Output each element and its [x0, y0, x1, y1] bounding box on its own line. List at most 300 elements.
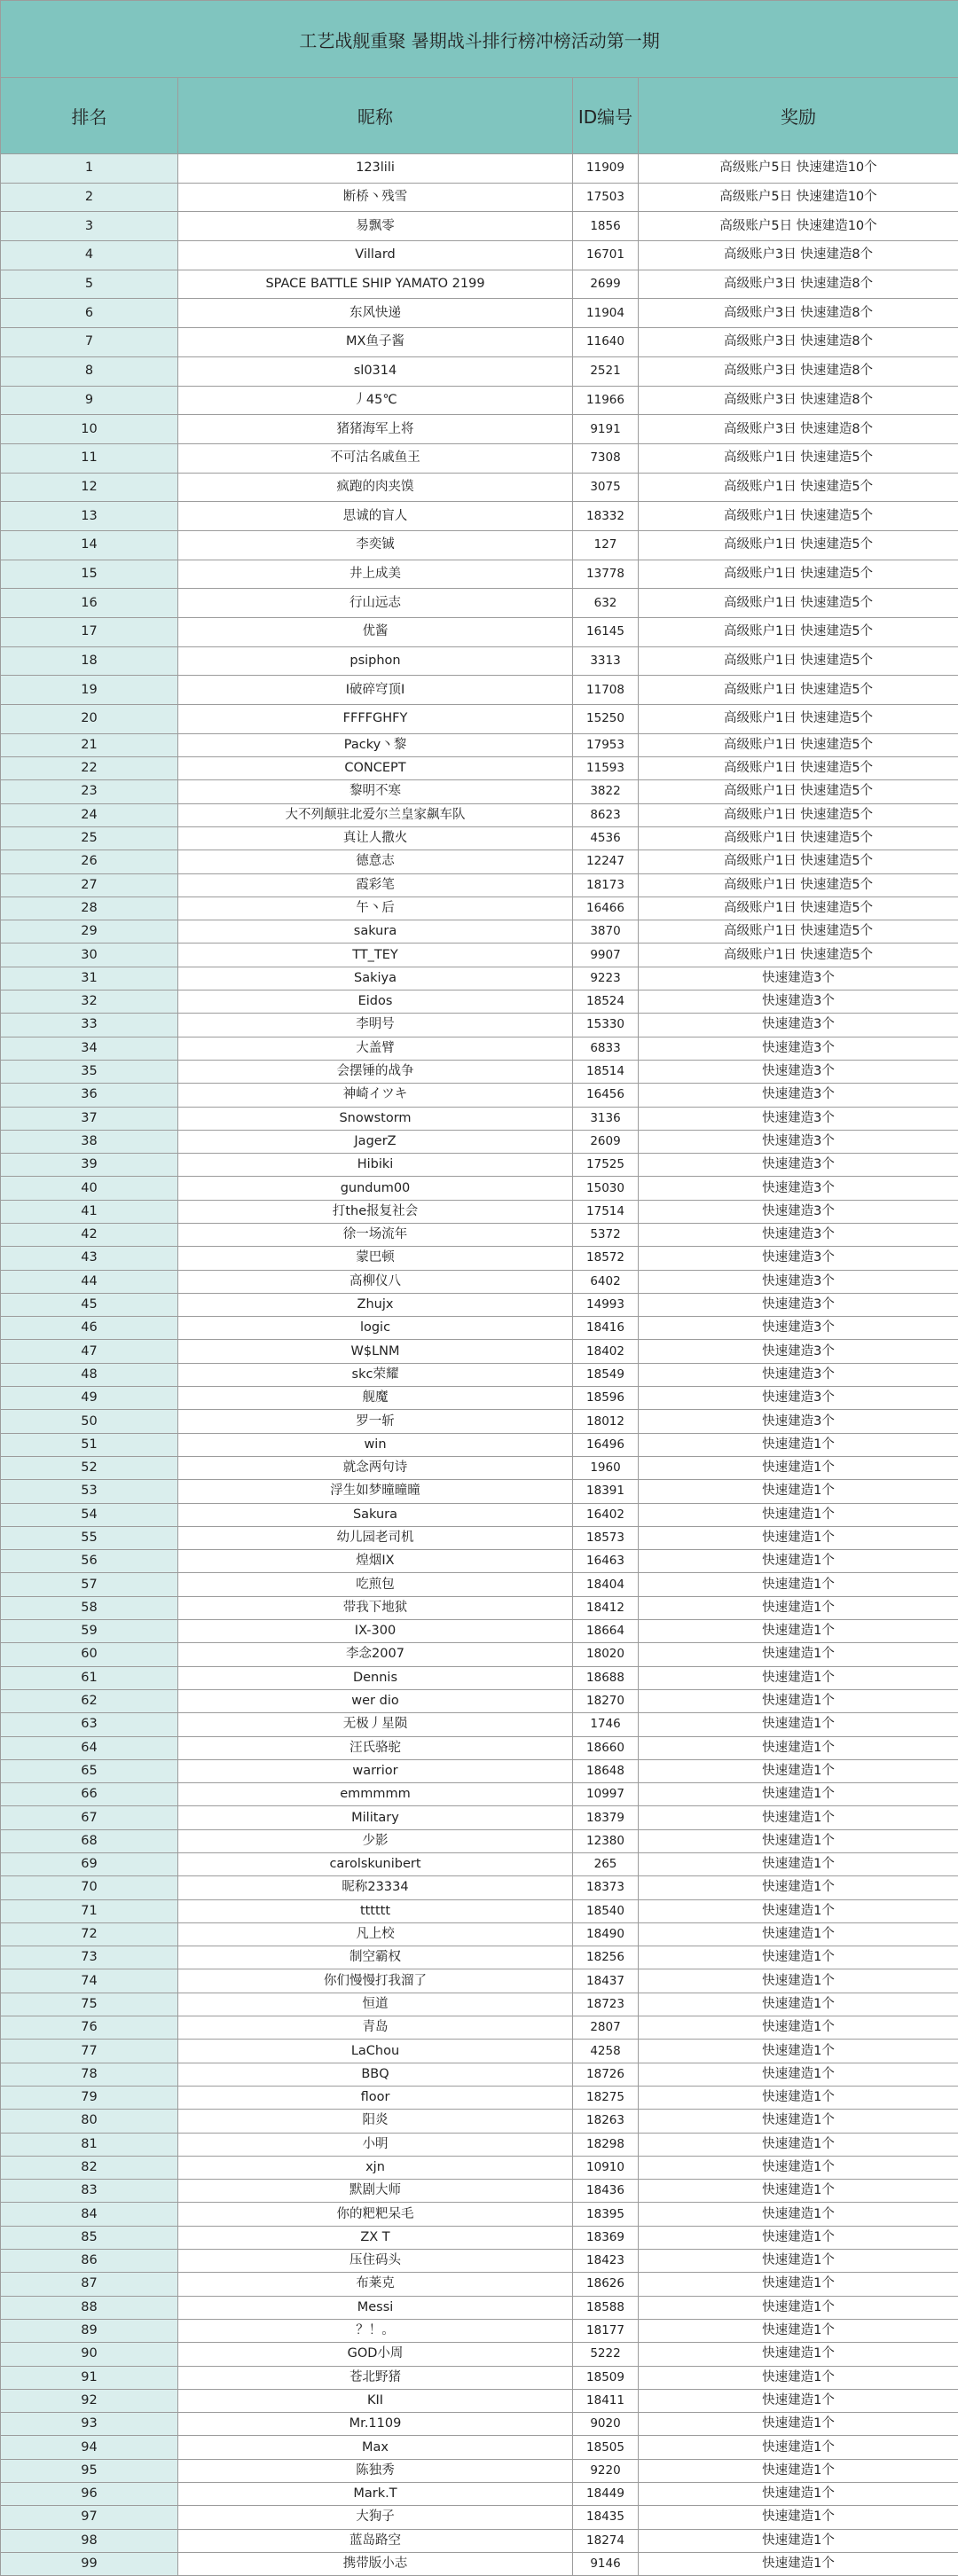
nickname-cell: 大狗子	[178, 2506, 573, 2529]
nickname-cell: 带我下地狱	[178, 1596, 573, 1619]
table-row	[1, 2319, 958, 2342]
rank-cell: 28	[1, 897, 178, 920]
table-row	[1, 733, 958, 756]
table-row	[1, 1456, 958, 1479]
nickname-cell: 默剧大师	[178, 2180, 573, 2203]
reward-cell: 快速建造3个	[639, 1317, 958, 1340]
id-cell: 2699	[573, 270, 639, 299]
nickname-cell: 丿45℃	[178, 386, 573, 415]
id-cell: 3822	[573, 780, 639, 803]
reward-cell: 快速建造1个	[639, 2506, 958, 2529]
nickname-cell: IX-300	[178, 1620, 573, 1643]
table-row	[1, 2529, 958, 2552]
nickname-cell: Max	[178, 2436, 573, 2459]
rank-cell: 5	[1, 270, 178, 299]
rank-cell: 71	[1, 1899, 178, 1922]
id-cell: 3075	[573, 473, 639, 502]
nickname-cell: W$LNM	[178, 1340, 573, 1363]
nickname-cell: 罗一斩	[178, 1410, 573, 1433]
rank-cell: 98	[1, 2529, 178, 2552]
nickname-cell: Messi	[178, 2296, 573, 2319]
reward-cell: 快速建造1个	[639, 2226, 958, 2249]
reward-cell: 快速建造1个	[639, 1550, 958, 1573]
nickname-cell: 神崎イツキ	[178, 1084, 573, 1107]
rank-cell: 38	[1, 1130, 178, 1153]
nickname-cell: psiphon	[178, 646, 573, 676]
table-row	[1, 530, 958, 560]
id-cell: 18275	[573, 2086, 639, 2109]
nickname-cell: 汪氏骆驼	[178, 1736, 573, 1759]
nickname-cell: 东风快递	[178, 299, 573, 328]
reward-cell: 快速建造3个	[639, 1363, 958, 1386]
reward-cell: 快速建造1个	[639, 1876, 958, 1899]
nickname-cell: sakura	[178, 920, 573, 943]
rank-cell: 86	[1, 2250, 178, 2273]
id-cell: 18404	[573, 1573, 639, 1596]
id-cell: 18020	[573, 1643, 639, 1666]
rank-cell: 59	[1, 1620, 178, 1643]
table-row	[1, 2483, 958, 2506]
table-row	[1, 1247, 958, 1270]
table-row	[1, 990, 958, 1014]
nickname-cell: Mark.T	[178, 2483, 573, 2506]
rank-cell: 21	[1, 733, 178, 756]
table-row	[1, 618, 958, 647]
nickname-cell: Villard	[178, 241, 573, 270]
reward-cell: 快速建造1个	[639, 1736, 958, 1759]
rank-cell: 95	[1, 2459, 178, 2482]
reward-cell: 快速建造1个	[639, 1713, 958, 1736]
rank-cell: 19	[1, 676, 178, 705]
id-cell: 18423	[573, 2250, 639, 2273]
rank-cell: 14	[1, 530, 178, 560]
id-cell: 18379	[573, 1806, 639, 1829]
rank-cell: 44	[1, 1270, 178, 1293]
nickname-cell: 德意志	[178, 850, 573, 873]
nickname-cell: win	[178, 1433, 573, 1456]
reward-cell: 快速建造1个	[639, 1946, 958, 1969]
nickname-cell: 高柳仪八	[178, 1270, 573, 1293]
rank-cell: 62	[1, 1689, 178, 1712]
id-cell: 18572	[573, 1247, 639, 1270]
table-row	[1, 1037, 958, 1060]
id-cell: 18437	[573, 1969, 639, 1993]
table-row	[1, 2436, 958, 2459]
nickname-cell: 凡上校	[178, 1922, 573, 1946]
nickname-cell: Snowstorm	[178, 1107, 573, 1130]
reward-cell: 快速建造1个	[639, 2180, 958, 2203]
nickname-cell: Eidos	[178, 990, 573, 1014]
id-cell: 18573	[573, 1526, 639, 1549]
id-cell: 10997	[573, 1783, 639, 1806]
rank-cell: 3	[1, 212, 178, 241]
id-cell: 18411	[573, 2389, 639, 2412]
reward-cell: 快速建造1个	[639, 1689, 958, 1712]
rank-cell: 48	[1, 1363, 178, 1386]
table-row	[1, 1410, 958, 1433]
reward-cell: 快速建造1个	[639, 1666, 958, 1689]
nickname-cell: 李奕铖	[178, 530, 573, 560]
reward-cell: 快速建造3个	[639, 1293, 958, 1316]
reward-cell: 快速建造1个	[639, 1899, 958, 1922]
table-row	[1, 757, 958, 780]
table-row	[1, 1060, 958, 1083]
reward-cell: 快速建造1个	[639, 1573, 958, 1596]
rank-cell: 41	[1, 1200, 178, 1223]
id-cell: 16402	[573, 1503, 639, 1526]
id-cell: 18402	[573, 1340, 639, 1363]
rank-cell: 17	[1, 618, 178, 647]
nickname-cell: floor	[178, 2086, 573, 2109]
id-cell: 3313	[573, 646, 639, 676]
rank-cell: 87	[1, 2273, 178, 2296]
rank-cell: 27	[1, 873, 178, 897]
table-row	[1, 2133, 958, 2156]
id-cell: 18332	[573, 502, 639, 531]
table-row	[1, 1666, 958, 1689]
rank-cell: 70	[1, 1876, 178, 1899]
id-cell: 5222	[573, 2343, 639, 2366]
reward-cell: 高级账户1日 快速建造5个	[639, 705, 958, 734]
rank-cell: 63	[1, 1713, 178, 1736]
nickname-cell: 易飘零	[178, 212, 573, 241]
rank-cell: 96	[1, 2483, 178, 2506]
nickname-cell: ？！。	[178, 2319, 573, 2342]
reward-cell: 快速建造3个	[639, 1410, 958, 1433]
table-row	[1, 241, 958, 270]
nickname-cell: 蓝岛路空	[178, 2529, 573, 2552]
header-reward: 奖励	[639, 78, 958, 154]
id-cell: 18723	[573, 1993, 639, 2016]
table-row	[1, 2086, 958, 2109]
reward-cell: 高级账户1日 快速建造5个	[639, 873, 958, 897]
table-row	[1, 560, 958, 589]
rank-cell: 61	[1, 1666, 178, 1689]
rank-cell: 81	[1, 2133, 178, 2156]
table-row	[1, 1317, 958, 1340]
table-row	[1, 826, 958, 850]
table-row	[1, 1270, 958, 1293]
reward-cell: 高级账户1日 快速建造5个	[639, 530, 958, 560]
rank-cell: 82	[1, 2156, 178, 2179]
table-row	[1, 443, 958, 473]
id-cell: 18514	[573, 1060, 639, 1083]
table-row	[1, 1130, 958, 1153]
rank-cell: 76	[1, 2016, 178, 2040]
id-cell: 18012	[573, 1410, 639, 1433]
table-row	[1, 873, 958, 897]
nickname-cell: Mr.1109	[178, 2413, 573, 2436]
rank-cell: 47	[1, 1340, 178, 1363]
reward-cell: 快速建造3个	[639, 1340, 958, 1363]
table-row	[1, 1620, 958, 1643]
table-row	[1, 1177, 958, 1200]
id-cell: 18664	[573, 1620, 639, 1643]
rank-cell: 11	[1, 443, 178, 473]
rank-cell: 78	[1, 2063, 178, 2086]
rank-cell: 22	[1, 757, 178, 780]
id-cell: 16456	[573, 1084, 639, 1107]
reward-cell: 快速建造1个	[639, 2273, 958, 2296]
nickname-cell: SPACE BATTLE SHIP YAMATO 2199	[178, 270, 573, 299]
table-row	[1, 2203, 958, 2226]
table-row	[1, 154, 958, 184]
id-cell: 9020	[573, 2413, 639, 2436]
id-cell: 11640	[573, 328, 639, 357]
rank-cell: 79	[1, 2086, 178, 2109]
reward-cell: 快速建造1个	[639, 1620, 958, 1643]
reward-cell: 快速建造1个	[639, 2203, 958, 2226]
reward-cell: 快速建造3个	[639, 1060, 958, 1083]
reward-cell: 快速建造1个	[639, 1853, 958, 1876]
header-row	[1, 78, 958, 154]
reward-cell: 快速建造1个	[639, 2086, 958, 2109]
reward-cell: 高级账户1日 快速建造5个	[639, 502, 958, 531]
id-cell: 18626	[573, 2273, 639, 2296]
nickname-cell: gundum00	[178, 1177, 573, 1200]
nickname-cell: KII	[178, 2389, 573, 2412]
table-row	[1, 183, 958, 212]
rank-cell: 24	[1, 803, 178, 826]
rank-cell: 68	[1, 1829, 178, 1852]
table-row	[1, 1643, 958, 1666]
header-rank: 排名	[1, 78, 178, 154]
rank-cell: 89	[1, 2319, 178, 2342]
table-row	[1, 1573, 958, 1596]
id-cell: 15330	[573, 1014, 639, 1037]
id-cell: 15030	[573, 1177, 639, 1200]
table-title: 工艺战舰重聚 暑期战斗排行榜冲榜活动第一期	[1, 1, 958, 78]
table-row	[1, 356, 958, 386]
table-row	[1, 2226, 958, 2249]
table-row	[1, 1293, 958, 1316]
rank-cell: 39	[1, 1154, 178, 1177]
id-cell: 18588	[573, 2296, 639, 2319]
table-row	[1, 2180, 958, 2203]
reward-cell: 高级账户3日 快速建造8个	[639, 241, 958, 270]
table-row	[1, 328, 958, 357]
nickname-cell: Military	[178, 1806, 573, 1829]
nickname-cell: 吃煎包	[178, 1573, 573, 1596]
id-cell: 14993	[573, 1293, 639, 1316]
reward-cell: 高级账户1日 快速建造5个	[639, 897, 958, 920]
table-row	[1, 212, 958, 241]
reward-cell: 快速建造3个	[639, 1223, 958, 1246]
nickname-cell: 昵称23334	[178, 1876, 573, 1899]
reward-cell: 快速建造1个	[639, 1643, 958, 1666]
table-row	[1, 1550, 958, 1573]
id-cell: 18173	[573, 873, 639, 897]
nickname-cell: CONCEPT	[178, 757, 573, 780]
rank-cell: 99	[1, 2552, 178, 2575]
table-row	[1, 2506, 958, 2529]
id-cell: 265	[573, 1853, 639, 1876]
table-row	[1, 2389, 958, 2412]
nickname-cell: Dennis	[178, 1666, 573, 1689]
id-cell: 3136	[573, 1107, 639, 1130]
nickname-cell: 阳炎	[178, 2110, 573, 2133]
id-cell: 11708	[573, 676, 639, 705]
nickname-cell: 幼儿园老司机	[178, 1526, 573, 1549]
nickname-cell: Sakura	[178, 1503, 573, 1526]
rank-cell: 51	[1, 1433, 178, 1456]
nickname-cell: xjn	[178, 2156, 573, 2179]
reward-cell: 快速建造1个	[639, 1829, 958, 1852]
nickname-cell: 你的粑粑呆毛	[178, 2203, 573, 2226]
reward-cell: 快速建造1个	[639, 2389, 958, 2412]
id-cell: 18509	[573, 2366, 639, 2389]
id-cell: 18524	[573, 990, 639, 1014]
reward-cell: 快速建造1个	[639, 2552, 958, 2575]
table-row	[1, 2250, 958, 2273]
rank-cell: 35	[1, 1060, 178, 1083]
reward-cell: 快速建造1个	[639, 2436, 958, 2459]
id-cell: 10910	[573, 2156, 639, 2179]
reward-cell: 快速建造3个	[639, 1200, 958, 1223]
rank-cell: 46	[1, 1317, 178, 1340]
id-cell: 8623	[573, 803, 639, 826]
table-row	[1, 1200, 958, 1223]
table-row	[1, 1433, 958, 1456]
rank-cell: 74	[1, 1969, 178, 1993]
table-row	[1, 943, 958, 967]
nickname-cell: wer dio	[178, 1689, 573, 1712]
reward-cell: 快速建造1个	[639, 2343, 958, 2366]
nickname-cell: 思诚的盲人	[178, 502, 573, 531]
reward-cell: 快速建造3个	[639, 1154, 958, 1177]
table-row	[1, 1946, 958, 1969]
table-row	[1, 1759, 958, 1782]
rank-cell: 2	[1, 183, 178, 212]
id-cell: 17514	[573, 1200, 639, 1223]
nickname-cell: logic	[178, 1317, 573, 1340]
nickname-cell: 少影	[178, 1829, 573, 1852]
table-row	[1, 1853, 958, 1876]
reward-cell: 高级账户1日 快速建造5个	[639, 618, 958, 647]
rank-cell: 90	[1, 2343, 178, 2366]
rank-cell: 49	[1, 1387, 178, 1410]
id-cell: 15250	[573, 705, 639, 734]
nickname-cell: 煌烟IX	[178, 1550, 573, 1573]
nickname-cell: LaChou	[178, 2040, 573, 2063]
rank-cell: 29	[1, 920, 178, 943]
nickname-cell: 大盖臂	[178, 1037, 573, 1060]
id-cell: 18416	[573, 1317, 639, 1340]
table-row	[1, 1480, 958, 1503]
rank-cell: 45	[1, 1293, 178, 1316]
id-cell: 18412	[573, 1596, 639, 1619]
id-cell: 9191	[573, 415, 639, 444]
nickname-cell: 疯跑的肉夹馍	[178, 473, 573, 502]
id-cell: 18263	[573, 2110, 639, 2133]
rank-cell: 7	[1, 328, 178, 357]
id-cell: 18449	[573, 2483, 639, 2506]
reward-cell: 快速建造1个	[639, 2483, 958, 2506]
rank-cell: 43	[1, 1247, 178, 1270]
rank-cell: 1	[1, 154, 178, 184]
id-cell: 18391	[573, 1480, 639, 1503]
id-cell: 18395	[573, 2203, 639, 2226]
table-row	[1, 1154, 958, 1177]
nickname-cell: TT_TEY	[178, 943, 573, 967]
reward-cell: 快速建造1个	[639, 2296, 958, 2319]
reward-cell: 快速建造1个	[639, 1433, 958, 1456]
id-cell: 12247	[573, 850, 639, 873]
table-row	[1, 502, 958, 531]
rank-cell: 37	[1, 1107, 178, 1130]
nickname-cell: 黎明不寒	[178, 780, 573, 803]
nickname-cell: 猪猪海军上将	[178, 415, 573, 444]
rank-cell: 16	[1, 589, 178, 618]
rank-cell: 32	[1, 990, 178, 1014]
reward-cell: 快速建造1个	[639, 2413, 958, 2436]
rank-cell: 85	[1, 2226, 178, 2249]
id-cell: 18270	[573, 1689, 639, 1712]
rank-cell: 15	[1, 560, 178, 589]
rank-cell: 75	[1, 1993, 178, 2016]
reward-cell: 快速建造1个	[639, 2319, 958, 2342]
id-cell: 11904	[573, 299, 639, 328]
rank-cell: 4	[1, 241, 178, 270]
id-cell: 1960	[573, 1456, 639, 1479]
id-cell: 16466	[573, 897, 639, 920]
table-row	[1, 1363, 958, 1386]
table-row	[1, 1876, 958, 1899]
nickname-cell: 压住码头	[178, 2250, 573, 2273]
table-row	[1, 780, 958, 803]
reward-cell: 快速建造3个	[639, 1014, 958, 1037]
nickname-cell: 苍北野猪	[178, 2366, 573, 2389]
header-nickname: 昵称	[178, 78, 573, 154]
nickname-cell: Sakiya	[178, 967, 573, 990]
reward-cell: 高级账户1日 快速建造5个	[639, 589, 958, 618]
id-cell: 17525	[573, 1154, 639, 1177]
nickname-cell: 蒙巴顿	[178, 1247, 573, 1270]
reward-cell: 快速建造3个	[639, 1037, 958, 1060]
table-row	[1, 2016, 958, 2040]
reward-cell: 快速建造1个	[639, 1526, 958, 1549]
reward-cell: 高级账户1日 快速建造5个	[639, 560, 958, 589]
nickname-cell: tttttt	[178, 1899, 573, 1922]
nickname-cell: skc荣耀	[178, 1363, 573, 1386]
table-row	[1, 1503, 958, 1526]
rank-cell: 94	[1, 2436, 178, 2459]
rank-cell: 30	[1, 943, 178, 967]
id-cell: 1746	[573, 1713, 639, 1736]
rank-cell: 97	[1, 2506, 178, 2529]
nickname-cell: 就念两句诗	[178, 1456, 573, 1479]
reward-cell: 快速建造1个	[639, 1503, 958, 1526]
nickname-cell: 陈独秀	[178, 2459, 573, 2482]
table-row	[1, 2413, 958, 2436]
table-row	[1, 1899, 958, 1922]
table-row	[1, 1223, 958, 1246]
nickname-cell: 会摆锤的战争	[178, 1060, 573, 1083]
table-row	[1, 589, 958, 618]
table-row	[1, 299, 958, 328]
id-cell: 17503	[573, 183, 639, 212]
rank-cell: 88	[1, 2296, 178, 2319]
reward-cell: 高级账户1日 快速建造5个	[639, 733, 958, 756]
nickname-cell: 不可沽名戚鱼王	[178, 443, 573, 473]
table-row	[1, 2343, 958, 2366]
nickname-cell: 李明号	[178, 1014, 573, 1037]
table-row	[1, 2459, 958, 2482]
table-row	[1, 705, 958, 734]
header-id: ID编号	[573, 78, 639, 154]
reward-cell: 高级账户1日 快速建造5个	[639, 826, 958, 850]
rank-cell: 12	[1, 473, 178, 502]
